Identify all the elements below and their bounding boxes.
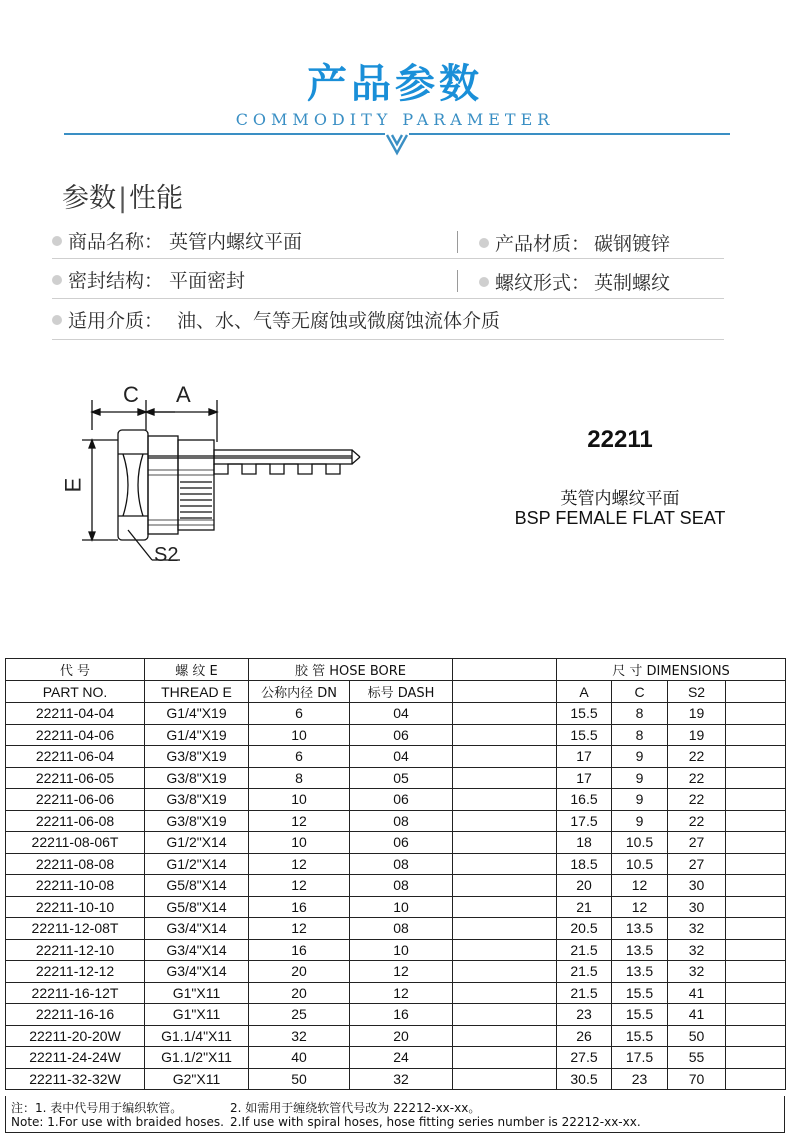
model-name-cn: 英管内螺纹平面	[560, 489, 680, 509]
cell-dash: 06	[350, 789, 453, 811]
header-dimensions: 尺 寸 DIMENSIONS	[557, 659, 786, 681]
cell-s2: 22	[668, 746, 726, 768]
section-title-part2: 性能	[129, 183, 184, 214]
dim-label-s2: S2	[154, 544, 179, 566]
cell-empty	[453, 703, 557, 725]
header-dn: 公称内径 DN	[249, 681, 350, 703]
note-en-2: 2.If use with spiral hoses, hose fitting series number is 22212-xx-xx.	[230, 1115, 641, 1129]
cell-part-no: 22211-06-06	[6, 789, 145, 811]
cell-empty	[453, 1025, 557, 1047]
bullet-icon	[52, 315, 62, 325]
bullet-icon	[479, 238, 489, 248]
cell-part-no: 22211-12-10	[6, 939, 145, 961]
cell-thread: G3/4"X14	[145, 918, 249, 940]
section-title	[62, 176, 183, 215]
cell-a: 16.5	[557, 789, 612, 811]
cell-empty	[453, 746, 557, 768]
cell-dn: 6	[249, 703, 350, 725]
cell-a: 21.5	[557, 961, 612, 983]
cell-empty	[726, 961, 786, 983]
title-separator: |	[118, 183, 128, 214]
table-header-row-1	[6, 659, 786, 681]
cell-c: 12	[612, 875, 668, 897]
cell-dn: 16	[249, 896, 350, 918]
cell-empty	[453, 918, 557, 940]
cell-c: 9	[612, 746, 668, 768]
cell-c: 9	[612, 810, 668, 832]
prop-label: 螺纹形式：	[495, 272, 591, 294]
prop-label: 适用介质：	[68, 310, 164, 332]
cell-dash: 08	[350, 875, 453, 897]
cell-thread: G1.1/4"X11	[145, 1025, 249, 1047]
prop-label: 商品名称：	[68, 231, 164, 253]
header-c: C	[612, 681, 668, 703]
note-cn-2: 2. 如需用于缠绕软管代号改为 22212-xx-xx。	[230, 1101, 481, 1115]
cell-dash: 08	[350, 810, 453, 832]
cell-empty	[726, 939, 786, 961]
cell-empty	[726, 1068, 786, 1090]
cell-empty	[453, 724, 557, 746]
prop-material	[479, 229, 670, 256]
cell-s2: 70	[668, 1068, 726, 1090]
section-title-part1: 参数	[62, 183, 116, 214]
cell-dash: 24	[350, 1047, 453, 1069]
cell-empty	[453, 961, 557, 983]
cell-s2: 22	[668, 767, 726, 789]
cell-empty	[453, 939, 557, 961]
cell-dn: 10	[249, 724, 350, 746]
cell-empty	[453, 767, 557, 789]
cell-thread: G5/8"X14	[145, 896, 249, 918]
cell-c: 17.5	[612, 1047, 668, 1069]
cell-a: 27.5	[557, 1047, 612, 1069]
cell-a: 26	[557, 1025, 612, 1047]
header-hose-bore: 胶 管 HOSE BORE	[249, 659, 453, 681]
model-name-en: BSP FEMALE FLAT SEAT	[514, 508, 726, 528]
cell-part-no: 22211-10-10	[6, 896, 145, 918]
table-row	[6, 982, 786, 1004]
bullet-icon	[52, 275, 62, 285]
cell-thread: G1/2"X14	[145, 832, 249, 854]
cell-dash: 12	[350, 961, 453, 983]
header-part-cn: 代 号	[6, 659, 145, 681]
note-en-1: Note: 1.For use with braided hoses.	[11, 1115, 224, 1129]
row-divider	[52, 258, 724, 259]
cell-dn: 20	[249, 982, 350, 1004]
cell-a: 15.5	[557, 724, 612, 746]
cell-a: 17	[557, 767, 612, 789]
table-row	[6, 1047, 786, 1069]
header-thread-cn: 螺 纹 E	[145, 659, 249, 681]
cell-thread: G3/4"X14	[145, 961, 249, 983]
cell-s2: 32	[668, 939, 726, 961]
cell-empty	[726, 767, 786, 789]
cell-c: 12	[612, 896, 668, 918]
cell-dash: 10	[350, 896, 453, 918]
cell-s2: 55	[668, 1047, 726, 1069]
cell-thread: G1"X11	[145, 1004, 249, 1026]
cell-empty	[453, 896, 557, 918]
cell-c: 13.5	[612, 961, 668, 983]
table-row	[6, 853, 786, 875]
cell-empty	[453, 1068, 557, 1090]
cell-s2: 32	[668, 918, 726, 940]
cell-a: 15.5	[557, 703, 612, 725]
cell-empty	[726, 724, 786, 746]
cell-thread: G1/4"X19	[145, 724, 249, 746]
cell-a: 20.5	[557, 918, 612, 940]
header-thread-e: THREAD E	[145, 681, 249, 703]
cell-thread: G3/4"X14	[145, 939, 249, 961]
row-divider	[52, 298, 724, 299]
cell-thread: G1/4"X19	[145, 703, 249, 725]
table-body	[6, 703, 786, 1090]
cell-a: 18	[557, 832, 612, 854]
cell-c: 10.5	[612, 832, 668, 854]
cell-thread: G1"X11	[145, 982, 249, 1004]
cell-empty	[453, 810, 557, 832]
cell-c: 15.5	[612, 1025, 668, 1047]
cell-empty	[453, 982, 557, 1004]
cell-empty	[726, 810, 786, 832]
cell-c: 15.5	[612, 982, 668, 1004]
cell-empty	[726, 1025, 786, 1047]
table-row	[6, 810, 786, 832]
cell-part-no: 22211-24-24W	[6, 1047, 145, 1069]
cell-c: 23	[612, 1068, 668, 1090]
header-subtitle: COMMODITY PARAMETER	[235, 110, 555, 129]
table-row	[6, 703, 786, 725]
column-divider	[457, 231, 458, 253]
table-row	[6, 918, 786, 940]
table-row	[6, 1025, 786, 1047]
cell-a: 21.5	[557, 982, 612, 1004]
cell-s2: 50	[668, 1025, 726, 1047]
cell-a: 21.5	[557, 939, 612, 961]
cell-part-no: 22211-20-20W	[6, 1025, 145, 1047]
table-row	[6, 832, 786, 854]
cell-s2: 19	[668, 703, 726, 725]
cell-dn: 10	[249, 789, 350, 811]
cell-empty	[453, 1047, 557, 1069]
cell-empty	[726, 875, 786, 897]
cell-dn: 50	[249, 1068, 350, 1090]
cell-dn: 40	[249, 1047, 350, 1069]
cell-part-no: 22211-16-12T	[6, 982, 145, 1004]
cell-part-no: 22211-06-05	[6, 767, 145, 789]
cell-part-no: 22211-16-16	[6, 1004, 145, 1026]
cell-s2: 32	[668, 961, 726, 983]
cell-part-no: 22211-04-04	[6, 703, 145, 725]
cell-dn: 12	[249, 875, 350, 897]
table-row	[6, 789, 786, 811]
dim-label-c: C	[123, 382, 139, 407]
cell-empty	[726, 832, 786, 854]
cell-c: 15.5	[612, 1004, 668, 1026]
cell-thread: G1/2"X14	[145, 853, 249, 875]
column-divider	[457, 270, 458, 292]
cell-dash: 32	[350, 1068, 453, 1090]
cell-s2: 30	[668, 896, 726, 918]
cell-s2: 22	[668, 810, 726, 832]
prop-value: 油、水、气等无腐蚀或微腐蚀流体介质	[177, 310, 501, 332]
prop-label: 产品材质：	[495, 233, 591, 255]
prop-value: 碳钢镀锌	[594, 233, 671, 255]
cell-empty	[726, 853, 786, 875]
cell-s2: 41	[668, 1004, 726, 1026]
table-row	[6, 939, 786, 961]
table-row	[6, 1004, 786, 1026]
cell-s2: 27	[668, 832, 726, 854]
prop-label: 密封结构：	[68, 270, 164, 292]
cell-empty	[726, 982, 786, 1004]
cell-a: 30.5	[557, 1068, 612, 1090]
cell-c: 13.5	[612, 939, 668, 961]
row-divider	[52, 339, 724, 340]
header-dash: 标号 DASH	[350, 681, 453, 703]
prop-thread	[479, 268, 670, 295]
cell-c: 10.5	[612, 853, 668, 875]
cell-dash: 16	[350, 1004, 453, 1026]
model-number: 22211	[587, 426, 653, 453]
cell-dash: 06	[350, 724, 453, 746]
table-row	[6, 875, 786, 897]
dim-label-e: E	[60, 477, 86, 493]
cell-dash: 10	[350, 939, 453, 961]
cell-dash: 12	[350, 982, 453, 1004]
cell-thread: G3/8"X19	[145, 746, 249, 768]
note-cn-1: 注：1. 表中代号用于编织软管。	[11, 1101, 183, 1115]
cell-dash: 05	[350, 767, 453, 789]
cell-part-no: 22211-32-32W	[6, 1068, 145, 1090]
prop-value: 英制螺纹	[594, 272, 671, 294]
prop-product-name	[52, 227, 302, 254]
table-header-row-2	[6, 681, 786, 703]
header-empty	[453, 681, 557, 703]
cell-empty	[726, 896, 786, 918]
cell-s2: 27	[668, 853, 726, 875]
cell-empty	[453, 875, 557, 897]
cell-s2: 22	[668, 789, 726, 811]
prop-value: 平面密封	[169, 270, 246, 292]
cell-dash: 04	[350, 746, 453, 768]
cell-dn: 8	[249, 767, 350, 789]
cell-dash: 04	[350, 703, 453, 725]
cell-empty	[453, 853, 557, 875]
spec-table	[5, 658, 786, 1090]
cell-part-no: 22211-10-08	[6, 875, 145, 897]
cell-c: 8	[612, 724, 668, 746]
cell-a: 23	[557, 1004, 612, 1026]
header-title: 产品参数	[307, 61, 483, 107]
cell-a: 17	[557, 746, 612, 768]
cell-dn: 6	[249, 746, 350, 768]
cell-dn: 32	[249, 1025, 350, 1047]
cell-dash: 08	[350, 853, 453, 875]
cell-dn: 20	[249, 961, 350, 983]
cell-s2: 19	[668, 724, 726, 746]
bullet-icon	[52, 236, 62, 246]
cell-dn: 12	[249, 918, 350, 940]
cell-dash: 20	[350, 1025, 453, 1047]
cell-thread: G1.1/2"X11	[145, 1047, 249, 1069]
cell-empty	[453, 789, 557, 811]
cell-empty	[726, 746, 786, 768]
table-row	[6, 767, 786, 789]
fitting-drawing	[60, 370, 380, 580]
cell-thread: G3/8"X19	[145, 789, 249, 811]
cell-empty	[726, 1047, 786, 1069]
header-a: A	[557, 681, 612, 703]
cell-thread: G3/8"X19	[145, 767, 249, 789]
cell-s2: 30	[668, 875, 726, 897]
cell-c: 13.5	[612, 918, 668, 940]
cell-empty	[453, 1004, 557, 1026]
cell-dash: 06	[350, 832, 453, 854]
cell-a: 21	[557, 896, 612, 918]
cell-c: 8	[612, 703, 668, 725]
header-empty	[726, 681, 786, 703]
header-s2: S2	[668, 681, 726, 703]
cell-c: 9	[612, 789, 668, 811]
cell-part-no: 22211-12-12	[6, 961, 145, 983]
cell-empty	[453, 832, 557, 854]
cell-thread: G3/8"X19	[145, 810, 249, 832]
table-row	[6, 746, 786, 768]
cell-part-no: 22211-12-08T	[6, 918, 145, 940]
prop-medium	[52, 306, 500, 333]
cell-empty	[726, 1004, 786, 1026]
cell-dn: 16	[249, 939, 350, 961]
dim-label-a: A	[176, 382, 191, 407]
cell-empty	[726, 703, 786, 725]
cell-dn: 25	[249, 1004, 350, 1026]
bullet-icon	[479, 277, 489, 287]
header-empty	[453, 659, 557, 681]
cell-a: 18.5	[557, 853, 612, 875]
table-row	[6, 1068, 786, 1090]
cell-dn: 12	[249, 810, 350, 832]
cell-dn: 10	[249, 832, 350, 854]
cell-part-no: 22211-06-04	[6, 746, 145, 768]
cell-part-no: 22211-04-06	[6, 724, 145, 746]
table-row	[6, 961, 786, 983]
cell-empty	[726, 918, 786, 940]
cell-empty	[726, 789, 786, 811]
cell-part-no: 22211-06-08	[6, 810, 145, 832]
cell-part-no: 22211-08-06T	[6, 832, 145, 854]
cell-a: 17.5	[557, 810, 612, 832]
table-notes	[5, 1096, 785, 1133]
prop-value: 英管内螺纹平面	[169, 231, 303, 253]
cell-thread: G2"X11	[145, 1068, 249, 1090]
cell-dash: 08	[350, 918, 453, 940]
cell-c: 9	[612, 767, 668, 789]
cell-part-no: 22211-08-08	[6, 853, 145, 875]
table-row	[6, 896, 786, 918]
cell-s2: 41	[668, 982, 726, 1004]
header-part-no: PART NO.	[6, 681, 145, 703]
cell-thread: G5/8"X14	[145, 875, 249, 897]
cell-a: 20	[557, 875, 612, 897]
chevron-down-icon	[385, 133, 409, 157]
cell-dn: 12	[249, 853, 350, 875]
prop-seal	[52, 266, 245, 293]
table-row	[6, 724, 786, 746]
